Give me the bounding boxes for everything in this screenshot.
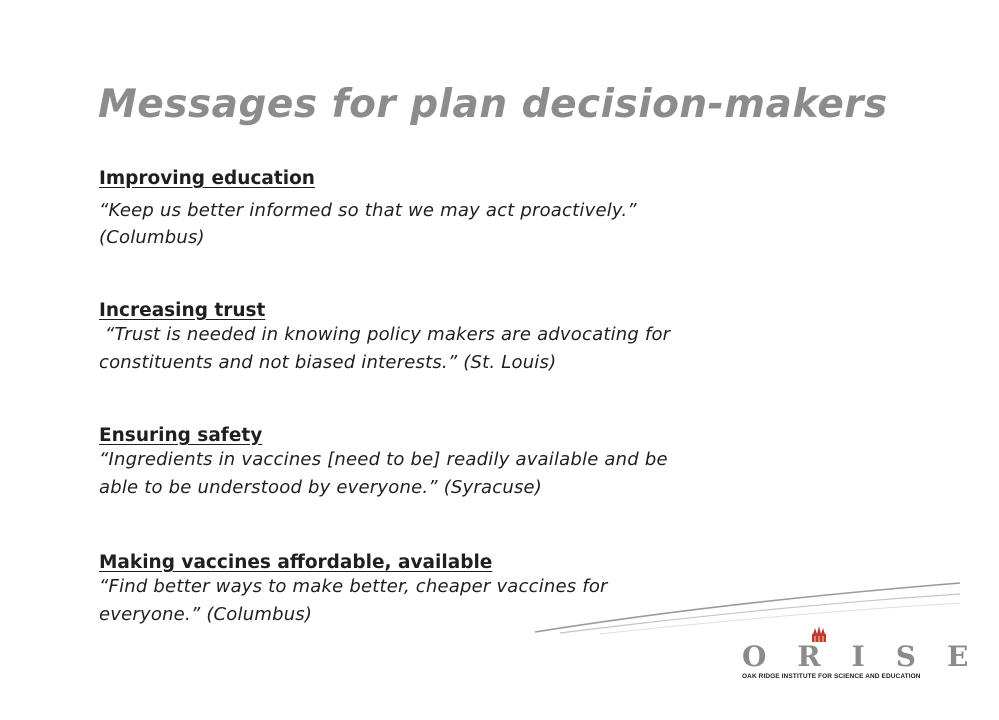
slide-title: Messages for plan decision-makers [98,82,888,127]
quote-line: “Keep us better informed so that we may act proactively.” [99,200,637,221]
logo-wordmark: ORISE [742,640,999,673]
section-heading: Making vaccines affordable, available [99,552,493,573]
quote-line: “Trust is needed in knowing policy makers are advocating for [99,324,671,345]
section-heading: Improving education [99,168,315,189]
logo-subtitle: OAK RIDGE INSTITUTE FOR SCIENCE AND EDUCATION [742,673,921,680]
orise-logo [728,626,999,686]
quote-line: constituents and not biased interests.” (St. Louis) [99,352,557,373]
quote-line: (Columbus) [99,227,205,248]
quote-line: everyone.” (Columbus) [99,604,313,625]
quote-line: “Find better ways to make better, cheaper vaccines for [99,576,608,597]
quote-line: “Ingredients in vaccines [need to be] readily available and be [99,449,668,470]
quote-line: able to be understood by everyone.” (Syracuse) [99,477,543,498]
section-heading: Ensuring safety [99,425,263,446]
section-heading: Increasing trust [99,300,266,321]
